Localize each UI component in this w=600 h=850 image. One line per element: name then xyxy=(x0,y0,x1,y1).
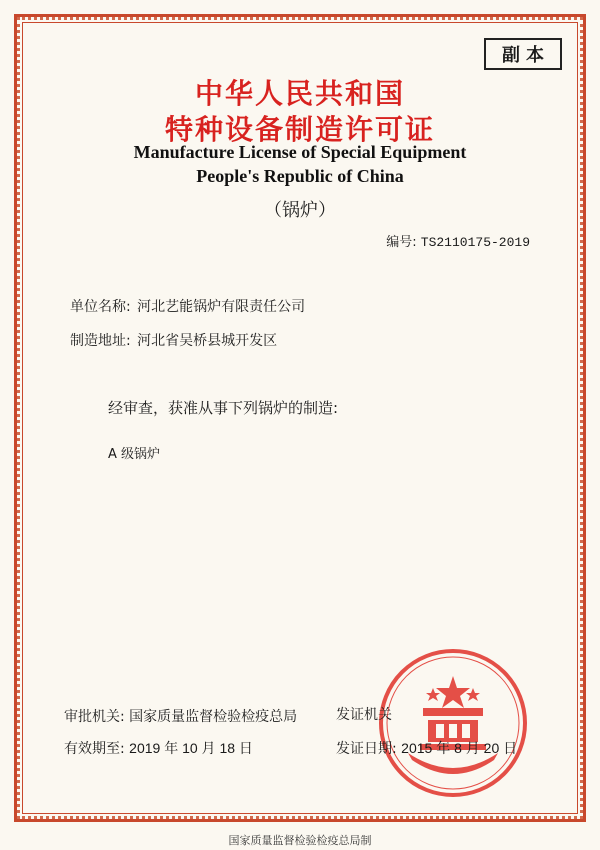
title-en-line2: People's Republic of China xyxy=(196,166,404,186)
unit-name-field xyxy=(70,296,305,316)
approval-authority-label: 审批机关: xyxy=(64,709,125,725)
issuing-authority xyxy=(336,704,392,724)
unit-name-label: 单位名称: xyxy=(70,299,131,315)
valid-until-value: 2019 年 10 月 18 日 xyxy=(129,740,253,756)
license-category: （锅炉） xyxy=(264,200,336,221)
unit-name-value: 河北艺能锅炉有限责任公司 xyxy=(137,299,306,315)
title-en-line1: Manufacture License of Special Equipment xyxy=(133,142,467,162)
title-cn-line2: 特种设备制造许可证 xyxy=(164,113,435,146)
approval-authority xyxy=(64,706,297,726)
title-cn-line1: 中华人民共和国 xyxy=(194,77,405,110)
address-label: 制造地址: xyxy=(70,333,131,349)
official-seal-icon xyxy=(378,648,528,798)
issuing-authority-label: 发证机关 xyxy=(336,707,392,723)
printer-imprint: 国家质量监督检验检疫总局制 xyxy=(228,834,372,847)
issue-date xyxy=(336,738,517,758)
certificate-number-value: TS2110175-2019 xyxy=(420,235,530,250)
address-field xyxy=(70,330,277,350)
address-value: 河北省吴桥县城开发区 xyxy=(137,333,278,349)
issue-date-value: 2015 年 8 月 20 日 xyxy=(401,740,518,756)
issue-date-label: 发证日期: xyxy=(336,741,397,757)
license-scope: A 级锅炉 xyxy=(108,447,161,462)
approval-statement: 经审查，获准从事下列锅炉的制造: xyxy=(108,399,339,417)
approval-authority-value: 国家质量监督检验检疫总局 xyxy=(129,709,298,725)
valid-until-label: 有效期至: xyxy=(64,741,125,757)
certificate-number xyxy=(386,231,530,250)
valid-until xyxy=(64,738,253,758)
copy-stamp: 副本 xyxy=(484,38,562,70)
certificate-number-label: 编号: xyxy=(386,235,417,250)
